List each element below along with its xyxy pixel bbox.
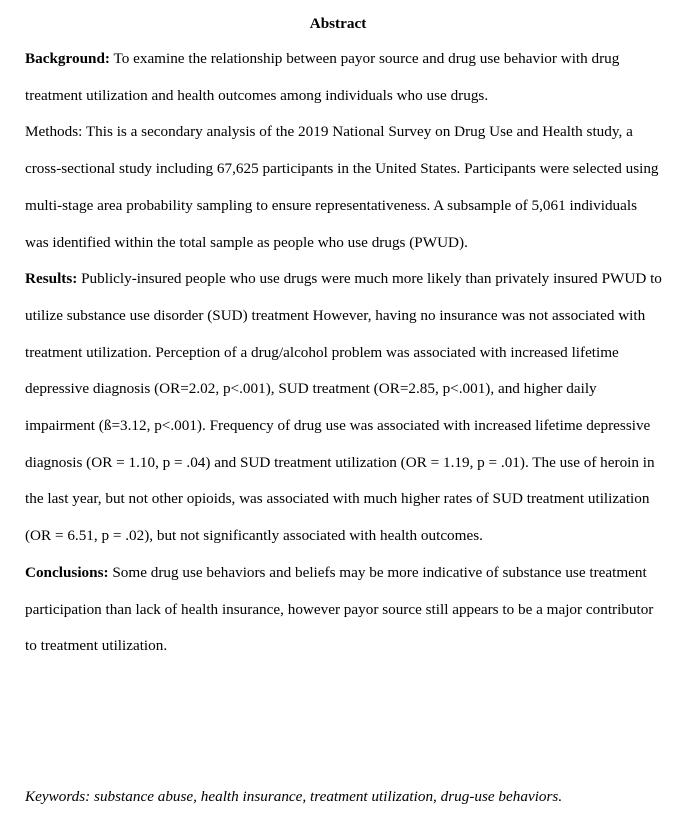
conclusions-paragraph: [25, 555, 663, 665]
results-text: Publicly-insured people who use drugs were much more likely than privately insured PWUD to utilize substance use disorder (SUD) treatment However, having no insurance was not associated with treatment utilization. Perception of a drug/alcohol problem was associated with increased lifetime depressive diagnosis (OR=2.02, p<.001), SUD treatment (OR=2.85, p<.001), and higher daily impairment (ß=3.12, p<.001). Frequency of drug use was associated with increased lifetime depressive diagnosis (OR = 1.10, p = .04) and SUD treatment utilization (OR = 1.19, p = .01). The use of heroin in the last year, but not other opioids, was associated with much higher rates of SUD treatment utilization (OR = 6.51, p = .02), but not significantly associated with health outcomes.: [25, 270, 662, 545]
conclusions-label: Conclusions:: [25, 563, 109, 581]
keywords-line: Keywords: substance abuse, health insurance, treatment utilization, drug-use behaviors.: [25, 788, 563, 805]
background-text: To examine the relationship between payor source and drug use behavior with drug treatment utilization and health outcomes among individuals who use drugs.: [25, 50, 620, 104]
methods-text: Methods: This is a secondary analysis of the 2019 National Survey on Drug Use and Health study, a cross-sectional study including 67,625 participants in the United States. Participants were selected using multi-stage area probability sampling to ensure representativeness. A subsample of 5,061 individuals was identified within the total sample as people who use drugs (PWUD).: [25, 123, 659, 251]
abstract-title: Abstract: [309, 15, 367, 32]
conclusions-text: Some drug use behaviors and beliefs may be more indicative of substance use treatment participation than lack of health insurance, however payor source still appears to be a major contributor to treatment utilization.: [25, 563, 654, 655]
results-label: Results:: [25, 270, 78, 288]
results-paragraph: [25, 261, 663, 555]
methods-paragraph: [25, 114, 663, 261]
abstract-body: [25, 41, 663, 665]
background-paragraph: [25, 41, 663, 114]
background-label: Background:: [25, 50, 110, 67]
